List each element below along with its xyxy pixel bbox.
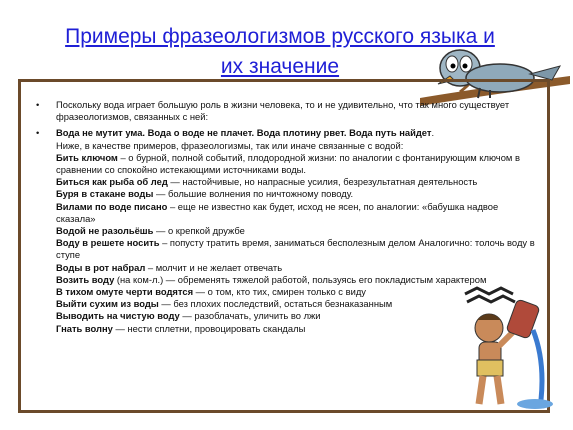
bullet-dot: • xyxy=(36,127,40,139)
phrase-term: Выводить на чистую воду xyxy=(56,310,180,322)
phrase-item xyxy=(56,262,536,274)
phrase-item xyxy=(56,225,536,237)
phrase-item xyxy=(56,201,536,225)
phrase-term: В тихом омуте черти водятся xyxy=(56,286,194,298)
phrase-definition: — нести сплетни, провоцировать скандалы xyxy=(112,322,306,334)
phrase-definition: – о бурной, полной событий, плодородной жизни: по аналогии с фонтанирующим ключом в сравнении со спокойно истекающими источниками воды. xyxy=(56,151,520,176)
boy-with-jug-illustration xyxy=(455,280,555,415)
phrase-definition: – попусту тратить время, заниматься бесполезным делом Аналогично: толочь воду в ступе xyxy=(56,237,535,261)
phrase-term: Буря в стакане воды xyxy=(56,188,154,200)
phrase-definition: — большие волнения по ничтожному поводу. xyxy=(153,188,354,200)
main-heading: Вода не мутит ума. Вода о воде не плачет. Вода плотину рвет. Вода путь найдет xyxy=(56,127,432,139)
bullet-intro xyxy=(36,99,536,123)
bullet-dot: • xyxy=(36,99,40,110)
phrase-item xyxy=(56,176,536,188)
phrase-term: Возить воду xyxy=(56,273,115,285)
phrase-item xyxy=(56,152,536,176)
main-heading-end: . xyxy=(431,127,435,139)
phrase-term: Биться как рыба об лед xyxy=(56,176,168,188)
phrase-term: Гнать волну xyxy=(56,322,113,334)
title-line-2: их значение xyxy=(220,55,340,78)
title-line-1: Примеры фразеологизмов русского языка и xyxy=(65,25,495,48)
phrase-item xyxy=(56,188,536,200)
phrase-item xyxy=(56,237,536,261)
phrase-term: Вилами по воде писано xyxy=(56,200,168,212)
phrase-definition: – еще не известно как будет, исход не ясен, по аналогии: «бабушка надвое сказала» xyxy=(56,200,499,224)
phrase-definition: — о крепкой дружбе xyxy=(153,225,245,237)
phrase-definition: – молчит и не желает отвечать xyxy=(145,261,283,273)
phrase-term: Воду в решете носить xyxy=(56,237,160,249)
phrase-definition: — без плохих последствий, остаться безнаказанным xyxy=(158,298,393,310)
phrase-definition: (на ком-л.) — обременять тяжелой работой, пользуясь его покладистым характером xyxy=(114,273,487,285)
phrase-definition: — о том, кто тих, смирен только с виду xyxy=(193,286,366,298)
phrase-term: Водой не разольёшь xyxy=(56,225,154,237)
sub-intro: Ниже, в качестве примеров, фразеологизмы, так или иначе связанные с водой: xyxy=(56,139,404,151)
phrase-term: Выйти сухим из воды xyxy=(56,298,159,310)
phrase-term: Бить ключом xyxy=(56,151,118,163)
phrase-term: Воды в рот набрал xyxy=(56,261,146,273)
phrase-definition: — разоблачать, уличить во лжи xyxy=(179,310,321,322)
intro-text: Поскольку вода играет большую роль в жизни человека, то и не удивительно, что так много существует фразеологизмов, связанных с ней: xyxy=(56,99,510,123)
phrase-definition: — настойчивые, но напрасные усилия, безрезультатная деятельность xyxy=(167,176,478,188)
